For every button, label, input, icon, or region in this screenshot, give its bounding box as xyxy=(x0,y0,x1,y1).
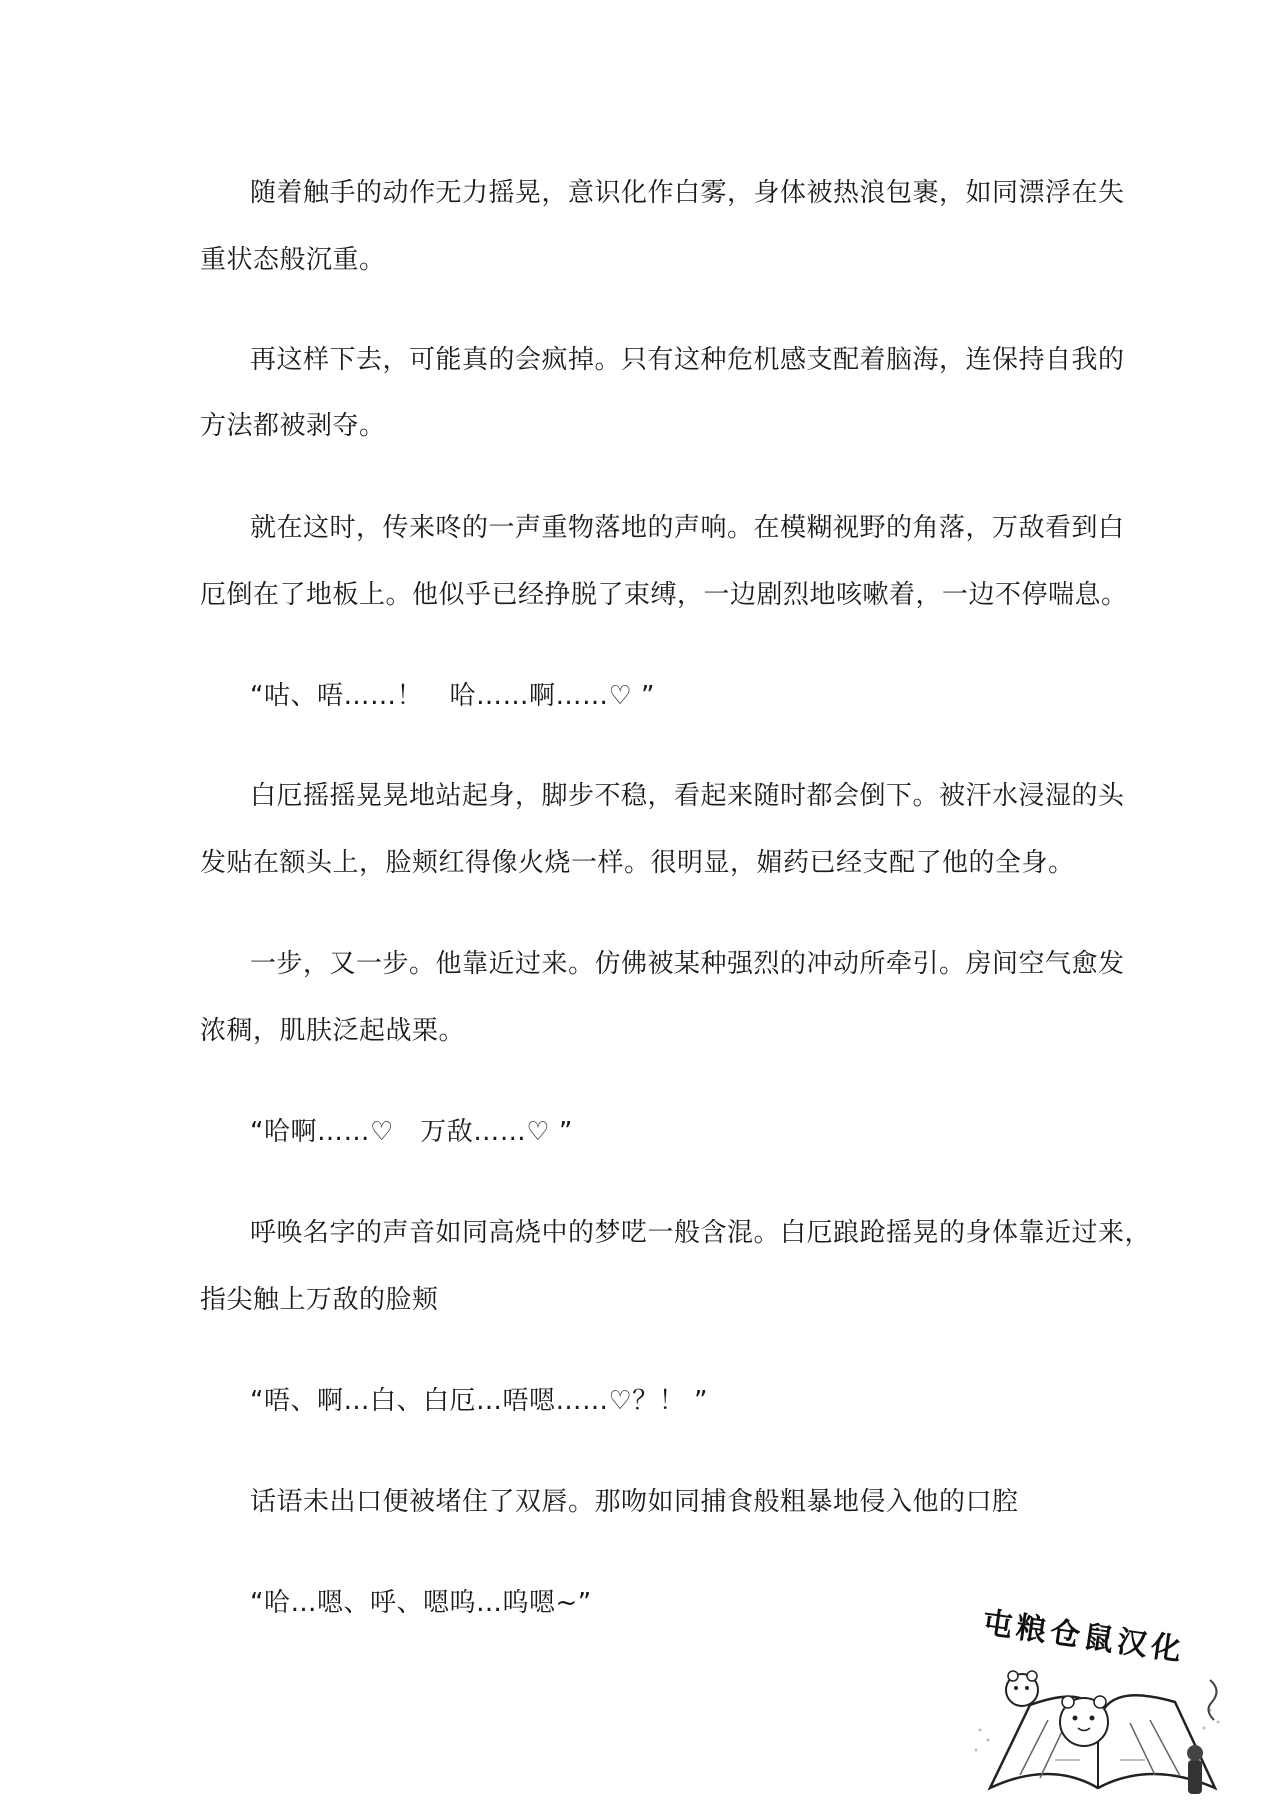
paragraph-1-line-2: 重状态般沉重。 xyxy=(200,245,386,275)
paragraph-6-line-2: 浓稠，肌肤泛起战栗。 xyxy=(200,1016,466,1046)
paragraph-6-line-1: 一步，又一步。他靠近过来。仿佛被某种强烈的冲动所牵引。房间空气愈发 xyxy=(250,949,1125,979)
paragraph-8-line-1: 呼唤名字的声音如同高烧中的梦呓一般含混。白厄踉跄摇晃的身体靠近过来， xyxy=(250,1218,1152,1248)
paragraph-5-line-2: 发贴在额头上，脸颊红得像火烧一样。很明显，媚药已经支配了他的全身。 xyxy=(200,848,1075,878)
paragraph-2-line-2: 方法都被剥夺。 xyxy=(200,411,386,441)
paragraph-10-line-1: 话语未出口便被堵住了双唇。那吻如同捕食般粗暴地侵入他的口腔 xyxy=(250,1487,1019,1517)
paragraph-3-line-2: 厄倒在了地板上。他似乎已经挣脱了束缚，一边剧烈地咳嗽着，一边不停喘息。 xyxy=(200,580,1128,610)
paragraph-7-line-1: “哈啊……♡ 万敌……♡ ” xyxy=(250,1117,573,1147)
paragraph-8-line-2: 指尖触上万敌的脸颊 xyxy=(200,1285,439,1315)
scanlation-group-stamp xyxy=(960,1605,1230,1800)
paragraph-2-line-1: 再这样下去，可能真的会疯掉。只有这种危机感支配着脑海，连保持自我的 xyxy=(250,345,1125,375)
paragraph-11-line-1: “哈…嗯、呼、嗯呜…呜嗯~” xyxy=(250,1588,592,1618)
paragraph-4-line-1: “咕、唔……！ 哈……啊……♡ ” xyxy=(250,681,656,711)
stamp-title-text: 屯粮仓鼠汉化 xyxy=(980,1605,1188,1669)
paragraph-3-line-1: 就在这时，传来咚的一声重物落地的声响。在模糊视野的角落，万敌看到白 xyxy=(250,513,1125,543)
paragraph-9-line-1: “唔、啊…白、白厄…唔嗯……♡？！ ” xyxy=(250,1386,709,1416)
paragraph-5-line-1: 白厄摇摇晃晃地站起身，脚步不稳，看起来随时都会倒下。被汗水浸湿的头 xyxy=(250,781,1125,811)
paragraph-1-line-1: 随着触手的动作无力摇晃，意识化作白雾，身体被热浪包裹，如同漂浮在失 xyxy=(250,178,1125,208)
